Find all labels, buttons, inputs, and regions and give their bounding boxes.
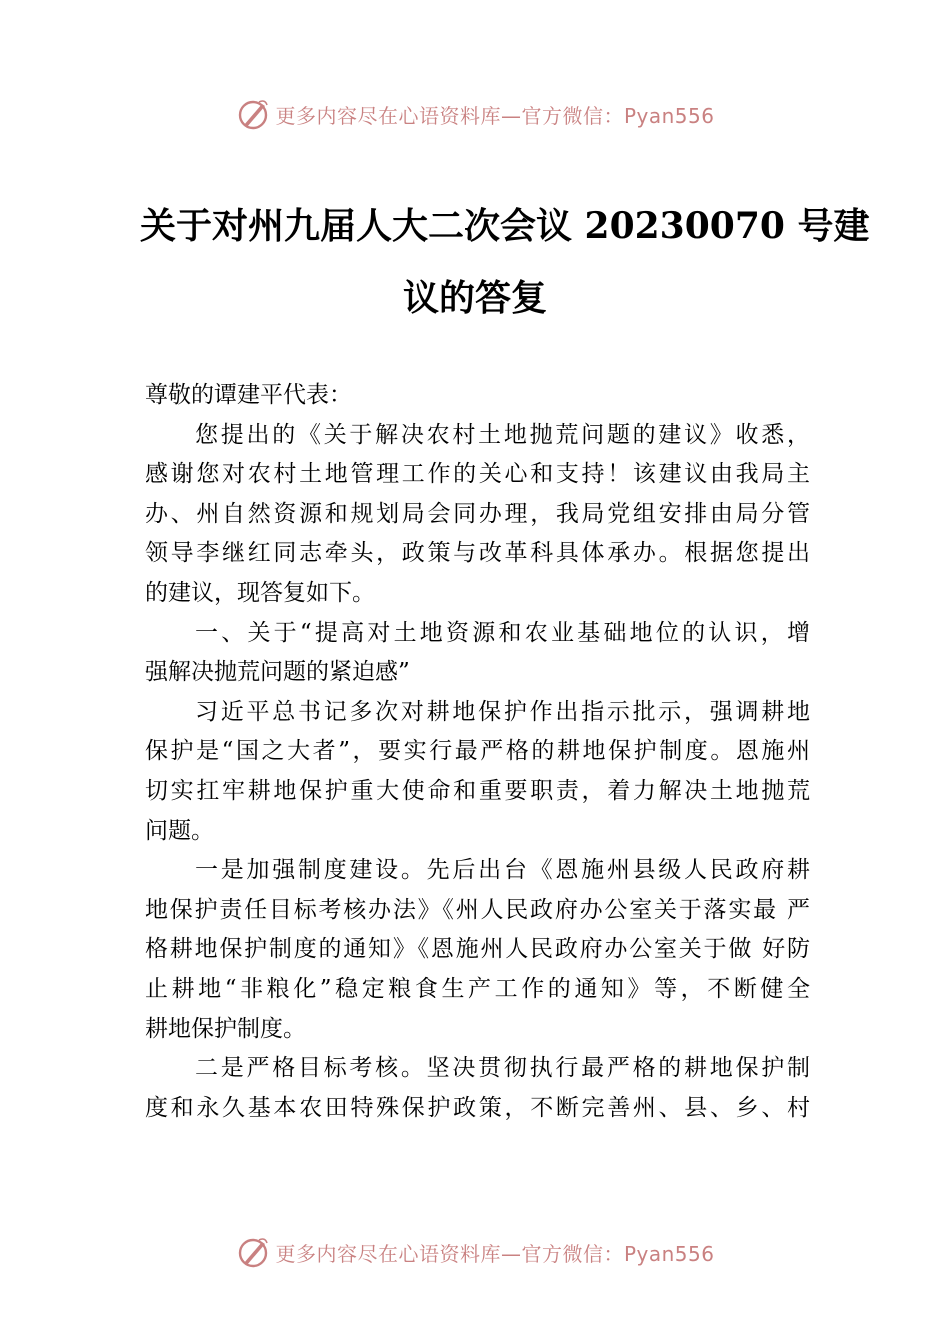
body-line: 止耕地“非粮化”稳定粮食生产工作的通知》等，不断健全	[145, 975, 810, 1002]
footer-watermark-banner	[0, 1232, 950, 1272]
body-line: 切实扛牢耕地保护重大使命和重要职责，着力解决土地抛荒	[145, 777, 810, 804]
title-line-1: 关于对州九届人大二次会议 20230070 号建	[140, 205, 870, 247]
salutation: 尊敬的谭建平代表：	[145, 382, 352, 408]
header-watermark-text: 更多内容尽在心语资料库—官方微信：Pyan556	[275, 103, 715, 128]
body-line: 领导李继红同志牵头，政策与改革科具体承办。根据您提出	[145, 540, 810, 567]
body-line: 二是严格目标考核。坚决贯彻执行最严格的耕地保护制	[195, 1055, 810, 1082]
document-title	[140, 190, 870, 334]
section-heading-line: 强解决抛荒问题的紧迫感”	[145, 659, 410, 686]
header-watermark-banner	[0, 94, 950, 134]
footer-watermark-text: 更多内容尽在心语资料库—官方微信：Pyan556	[275, 1241, 715, 1266]
body-line: 的建议，现答复如下。	[145, 579, 375, 606]
body-line: 耕地保护制度。	[145, 1015, 306, 1042]
body-line: 地保护责任目标考核办法》《州人民政府办公室关于落实最 严	[145, 896, 810, 923]
body-line: 问题。	[145, 817, 214, 844]
body-line: 感谢您对农村土地管理工作的关心和支持！该建议由我局主	[145, 461, 810, 488]
body-line: 格耕地保护制度的通知》《恩施州人民政府办公室关于做 好防	[145, 936, 810, 963]
section-heading-line: 一、关于“提高对土地资源和农业基础地位的认识，增	[195, 619, 810, 646]
document-body	[145, 376, 810, 1128]
body-line: 度和永久基本农田特殊保护政策，不断完善州、县、乡、村	[145, 1094, 810, 1121]
body-line: 习近平总书记多次对耕地保护作出指示批示，强调耕地	[195, 698, 810, 725]
pen-circle-logo-icon	[235, 1234, 271, 1270]
body-line: 办、州自然资源和规划局会同办理，我局党组安排由局分管	[145, 500, 810, 527]
body-line: 保护是“国之大者”，要实行最严格的耕地保护制度。恩施州	[145, 738, 810, 765]
title-line-2: 议的答复	[402, 277, 547, 319]
body-line: 您提出的《关于解决农村土地抛荒问题的建议》收悉，	[195, 421, 810, 448]
pen-circle-logo-icon	[235, 96, 271, 132]
body-line: 一是加强制度建设。先后出台《恩施州县级人民政府耕	[195, 857, 810, 884]
